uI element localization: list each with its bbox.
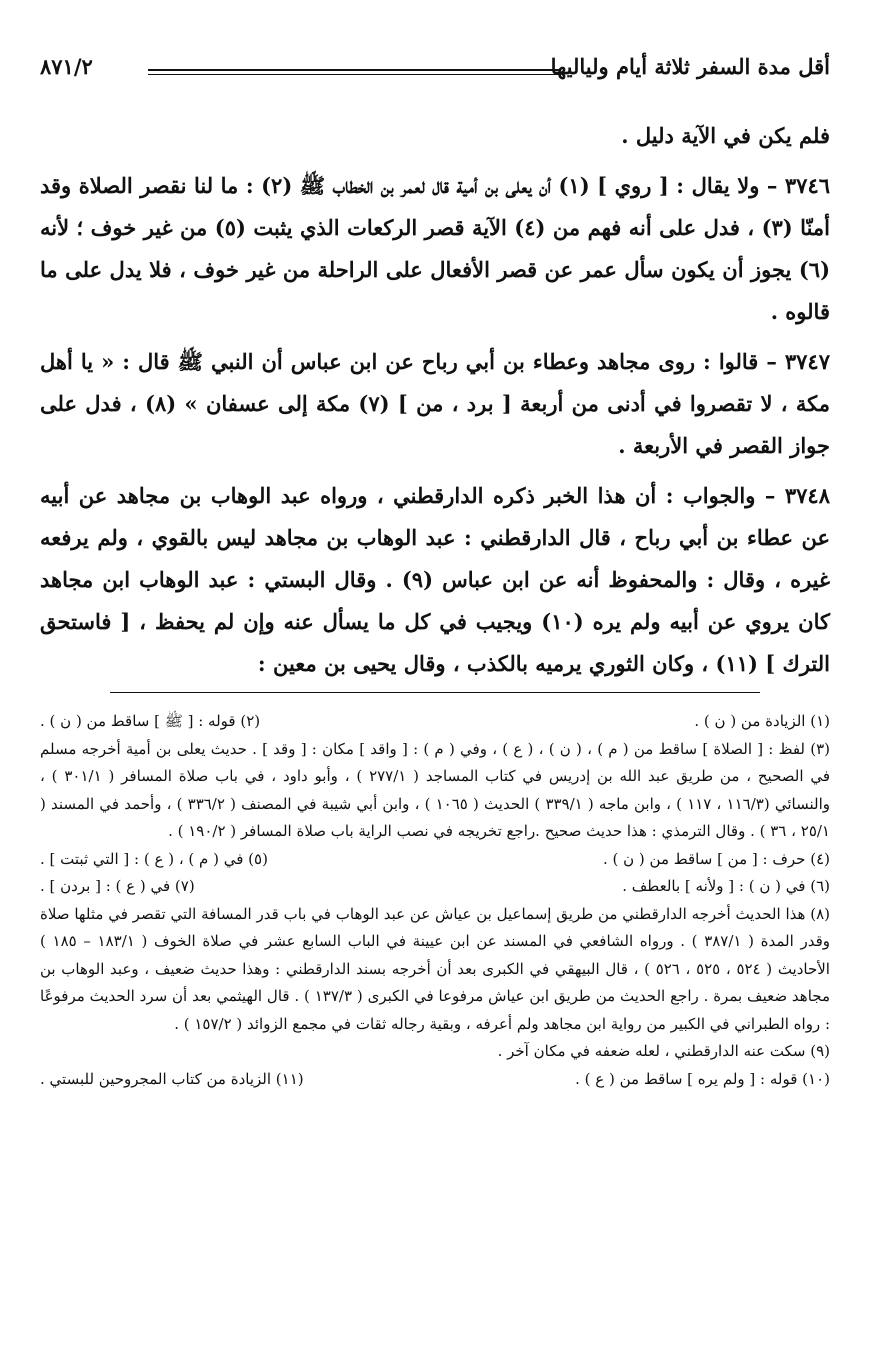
footnote-separator — [110, 692, 760, 693]
running-title: أقل مدة السفر ثلاثة أيام ولياليها — [550, 54, 830, 79]
paragraph-3748: ٣٧٤٨ – والجواب : أن هذا الخبر ذكره الدارقطني ، ورواه عبد الوهاب بن مجاهد عن أبيه عن عطاء بن أبي رباح ، قال الدارقطني : عبد الوهاب بن مجاهد ليس بالقوي ، ولم يرفعه غيره ، وقال : والمحفوظ أنه عن ابن عباس (٩) . وقال البستي : عبد الوهاب ابن مجاهد كان يروي عن أبيه ولم يره (١٠) ويجيب في كل ما يسأل عنه وإن لم يحفظ ، [ فاستحق الترك ] (١١) ، وكان الثوري يرميه بالكذب ، وقال يحيى بن معين : — [40, 483, 830, 676]
footnote-9: (٩) سكت عنه الدارقطني ، لعله ضعفه في مكان آخر . — [497, 1042, 830, 1060]
main-text — [40, 115, 830, 685]
footnote-10: (١٠) قوله : [ ولم يره ] ساقط من ( ع ) . — [575, 1069, 830, 1088]
page-header — [40, 50, 830, 90]
footnote-row-4 — [40, 846, 830, 874]
footnote-1: (١) الزيادة من ( ن ) . — [694, 712, 830, 730]
footnote-6: (٦) في ( ن ) : [ ولأنه ] بالعطف . — [622, 877, 830, 895]
footnote-2: (٢) قوله : [ ﷺ ] ساقط من ( ن ) . — [40, 712, 261, 730]
footnote-row-6 — [40, 873, 830, 901]
paragraph-intro: فلم يكن في الآية دليل . — [621, 123, 830, 148]
page-number: ٨٧١/٢ — [40, 54, 93, 79]
footnote-row-10 — [40, 1066, 830, 1094]
footnotes — [40, 708, 830, 1093]
footnote-11: (١١) الزيادة من كتاب المجروحين للبستي . — [40, 1069, 304, 1088]
footnote-8: (٨) هذا الحديث أخرجه الدارقطني من طريق إسماعيل بن عياش عن عبد الوهاب في باب قدر المسافة التي تقصر في مثلها صلاة وقدر المدة ( ٣٨٧/١ ) . ورواه الشافعي في المسند عن ابن عيينة في الباب السابع عشر في صلاة الخوف ( ١٨٣/١ – ١٨٥ ) الأحاديث ( ٥٢٤ ، ٥٢٥ ، ٥٢٦ ) ، قال البيهقي في الكبرى بعد أن أخرجه بسند الدارقطني : وهذا حديث ضعيف ، وعبد الوهاب بن مجاهد ضعيف بمرة . راجع الحديث من طريق ابن عياش مرفوعا في الكبرى ( ١٣٧/٣ ) . قال الهيثمي بعد أن سرد الحديث مرفوعًا : رواه الطبراني في الكبير من رواية ابن مجاهد ولم أعرفه ، وبقية رجاله ثقات في مجمع الزوائد ( ١٥٧/٢ ) . — [40, 904, 830, 1033]
footnote-7: (٧) في ( ع ) : [ بردن ] . — [40, 877, 195, 895]
footnote-5: (٥) في ( م ) ، ( ع ) : [ التي ثبتت ] . — [40, 849, 268, 868]
footnote-row-1 — [40, 708, 830, 736]
footnote-3: (٣) لفظ : [ الصلاة ] ساقط من ( م ) ، ( ن ) ، ( ع ) ، وفي ( م ) : [ واقد ] مكان : [ وقد ] . حديث يعلى بن أمية أخرجه مسلم في الصحيح ، من طريق عبد الله بن إدريس في كتاب المساجد ( ٢٧٧/١ ) ، وأبو داود ، في باب صلاة المسافر ( ٣٠١/١ ) ، والنسائي (١١٦/٣ ، ١١٧ ) ، وابن ماجه ( ٣٣٩/١ ) الحديث ( ١٠٦٥ ) ، وابن أبي شيبة في المصنف ( ٣٣٦/٢ ) ، وأحمد في المسند ( ٢٥/١ ، ٣٦ ) . وقال الترمذي : هذا حديث صحيح .راجع تخريجه في نصب الراية باب صلاة المسافر ( ١٩٠/٢ ) . — [40, 739, 830, 840]
header-rule — [148, 69, 560, 75]
paragraph-3746: ٣٧٤٦ – ولا يقال : [ روي ] (١) أن يعلى بن أمية قال لعمر بن الخطاب ﷺ (٢) : ما لنا نقصر الصلاة وقد أمنّا (٣) ، فدل على أنه فهم من (٤) الآية قصر الركعات الذي يثبت (٥) من غير خوف ؛ لأنه (٦) يجوز أن يكون سأل عمر عن قصر الأفعال على الراحلة من غير خوف ، فلا يدل على ما قالوه . — [40, 173, 831, 324]
footnote-4: (٤) حرف : [ من ] ساقط من ( ن ) . — [602, 849, 830, 868]
paragraph-3747: ٣٧٤٧ – قالوا : روى مجاهد وعطاء بن أبي رباح عن ابن عباس أن النبي ﷺ قال : « يا أهل مكة ، لا تقصروا في أدنى من أربعة [ برد ، من ] (٧) مكة إلى عسفان » (٨) ، فدل على جواز القصر في الأربعة . — [40, 349, 830, 458]
